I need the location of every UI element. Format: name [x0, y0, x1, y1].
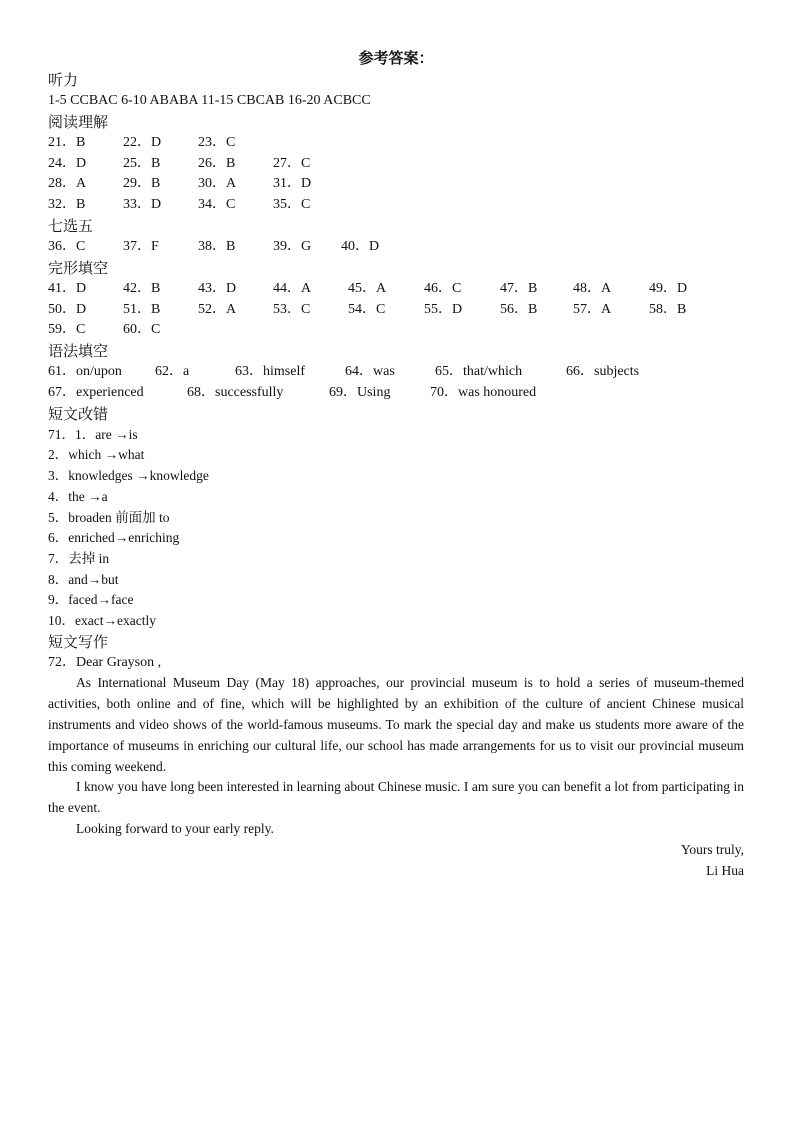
answer-item: 41．D [48, 280, 87, 296]
answer-item: 37．F [123, 238, 159, 254]
answer-item: 56．B [500, 301, 538, 317]
section-heading-seven-five: 七选五 [48, 216, 94, 235]
answer-row [48, 237, 744, 258]
answer-sheet [48, 48, 744, 881]
answer-item: 36．C [48, 238, 86, 254]
answer-item: 54．C [348, 301, 386, 317]
correction-item: 7．去掉 in [48, 550, 110, 566]
answer-item: 33．D [123, 197, 162, 213]
answer-item: 38．B [198, 238, 236, 254]
answer-item: 52．A [198, 301, 237, 317]
answer-item: 39．G [273, 238, 312, 254]
answer-item: 68．successfully [187, 384, 284, 400]
answer-item: 34．C [198, 197, 236, 213]
correction-item: 5．broaden 前面加 to [48, 509, 170, 525]
answer-item: 26．B [198, 155, 236, 171]
reading-answers [48, 133, 744, 216]
grammar-answers [48, 362, 744, 404]
answer-row [48, 154, 744, 175]
answer-item: 49．D [649, 280, 688, 296]
letter-paragraph-2: I know you have long been interested in learning about Chinese music. I am sure you can benefit a lot from participating in the event. [48, 779, 744, 816]
answer-row [48, 362, 744, 383]
correction-item: 71．1．are →is [48, 426, 138, 442]
answer-item: 70．was honoured [430, 384, 537, 400]
answer-item: 66．subjects [566, 364, 640, 380]
cloze-answers [48, 279, 744, 341]
answer-item: 67．experienced [48, 384, 144, 400]
answer-item: 24．D [48, 155, 87, 171]
answer-row [48, 133, 744, 154]
correction-item: 8．and→but [48, 571, 119, 587]
answer-item: 55．D [424, 301, 463, 317]
answer-row [48, 174, 744, 195]
section-heading-writing: 短文写作 [48, 632, 109, 651]
answer-item: 53．C [273, 301, 311, 317]
answer-item: 23．C [198, 134, 236, 150]
correction-item: 3．knowledges →knowledge [48, 468, 209, 484]
answer-item: 44．A [273, 280, 312, 296]
answer-item: 59．C [48, 322, 86, 338]
answer-item: 51．B [123, 301, 161, 317]
correction-answers [48, 425, 744, 632]
section-heading-correction: 短文改错 [48, 404, 109, 423]
answer-item: 45．A [348, 280, 387, 296]
answer-item: 63．himself [235, 364, 305, 380]
answer-item: 48．A [573, 280, 612, 296]
page-title: 参考答案： [358, 51, 434, 67]
answer-item: 46．C [424, 280, 462, 296]
section-heading-grammar: 语法填空 [48, 342, 109, 361]
answer-item: 62．a [155, 364, 190, 380]
answer-item: 27．C [273, 155, 311, 171]
letter-closing: Yours truly, [680, 841, 744, 857]
answer-item: 65．that/which [435, 364, 523, 380]
answer-item: 43．D [198, 280, 237, 296]
answer-item: 40．D [341, 238, 380, 254]
answer-item: 21．B [48, 134, 86, 150]
answer-item: 28．A [48, 176, 87, 192]
letter-paragraph-1: As International Museum Day (May 18) approaches, our provincial museum is to hold a series of museum-themed activities, both online and of fine, which will be highlighted by an exhibition of the culture of ancient Chinese musical instruments and video shows of the world-famous museums. To mark the special day and make us students more aware of the importance of museums in enriching our cultural life, our school has made arrangements for us to visit our provincial museum this coming weekend. [48, 675, 744, 774]
section-heading-cloze: 完形填空 [48, 258, 109, 277]
answer-row [48, 383, 744, 404]
answer-item: 64．was [345, 364, 395, 380]
correction-item: 2．which →what [48, 447, 145, 463]
answer-item: 30．A [198, 176, 237, 192]
answer-item: 35．C [273, 197, 311, 213]
section-heading-reading: 阅读理解 [48, 112, 109, 131]
answer-item: 60．C [123, 322, 161, 338]
correction-item: 10．exact→exactly [48, 612, 156, 628]
answer-item: 50．D [48, 301, 87, 317]
letter-paragraph-3: Looking forward to your early reply. [76, 821, 274, 837]
listening-answers: 1-5 CCBAC 6-10 ABABA 11-15 CBCAB 16-20 ACBCC [48, 93, 371, 108]
seven-five-answers [48, 237, 744, 258]
answer-item: 42．B [123, 280, 161, 296]
correction-item: 6．enriched→enriching [48, 530, 180, 546]
answer-item: 58．B [649, 301, 687, 317]
correction-item: 4．the →a [48, 488, 108, 504]
correction-item: 9．faced→face [48, 592, 134, 608]
answer-row [48, 279, 744, 300]
answer-row [48, 195, 744, 216]
answer-item: 61．on/upon [48, 364, 122, 380]
answer-row [48, 300, 744, 321]
letter-signature: Li Hua [706, 862, 744, 878]
answer-item: 31．D [273, 176, 312, 192]
answer-item: 57．A [573, 301, 612, 317]
letter-salutation: 72．Dear Grayson , [48, 654, 162, 670]
answer-item: 47．B [500, 280, 538, 296]
answer-item: 32．B [48, 197, 86, 213]
answer-row [48, 320, 744, 341]
section-heading-listening: 听力 [48, 71, 79, 89]
answer-item: 22．D [123, 134, 162, 150]
answer-item: 69．Using [329, 384, 391, 400]
answer-item: 29．B [123, 176, 161, 192]
answer-item: 25．B [123, 155, 161, 171]
